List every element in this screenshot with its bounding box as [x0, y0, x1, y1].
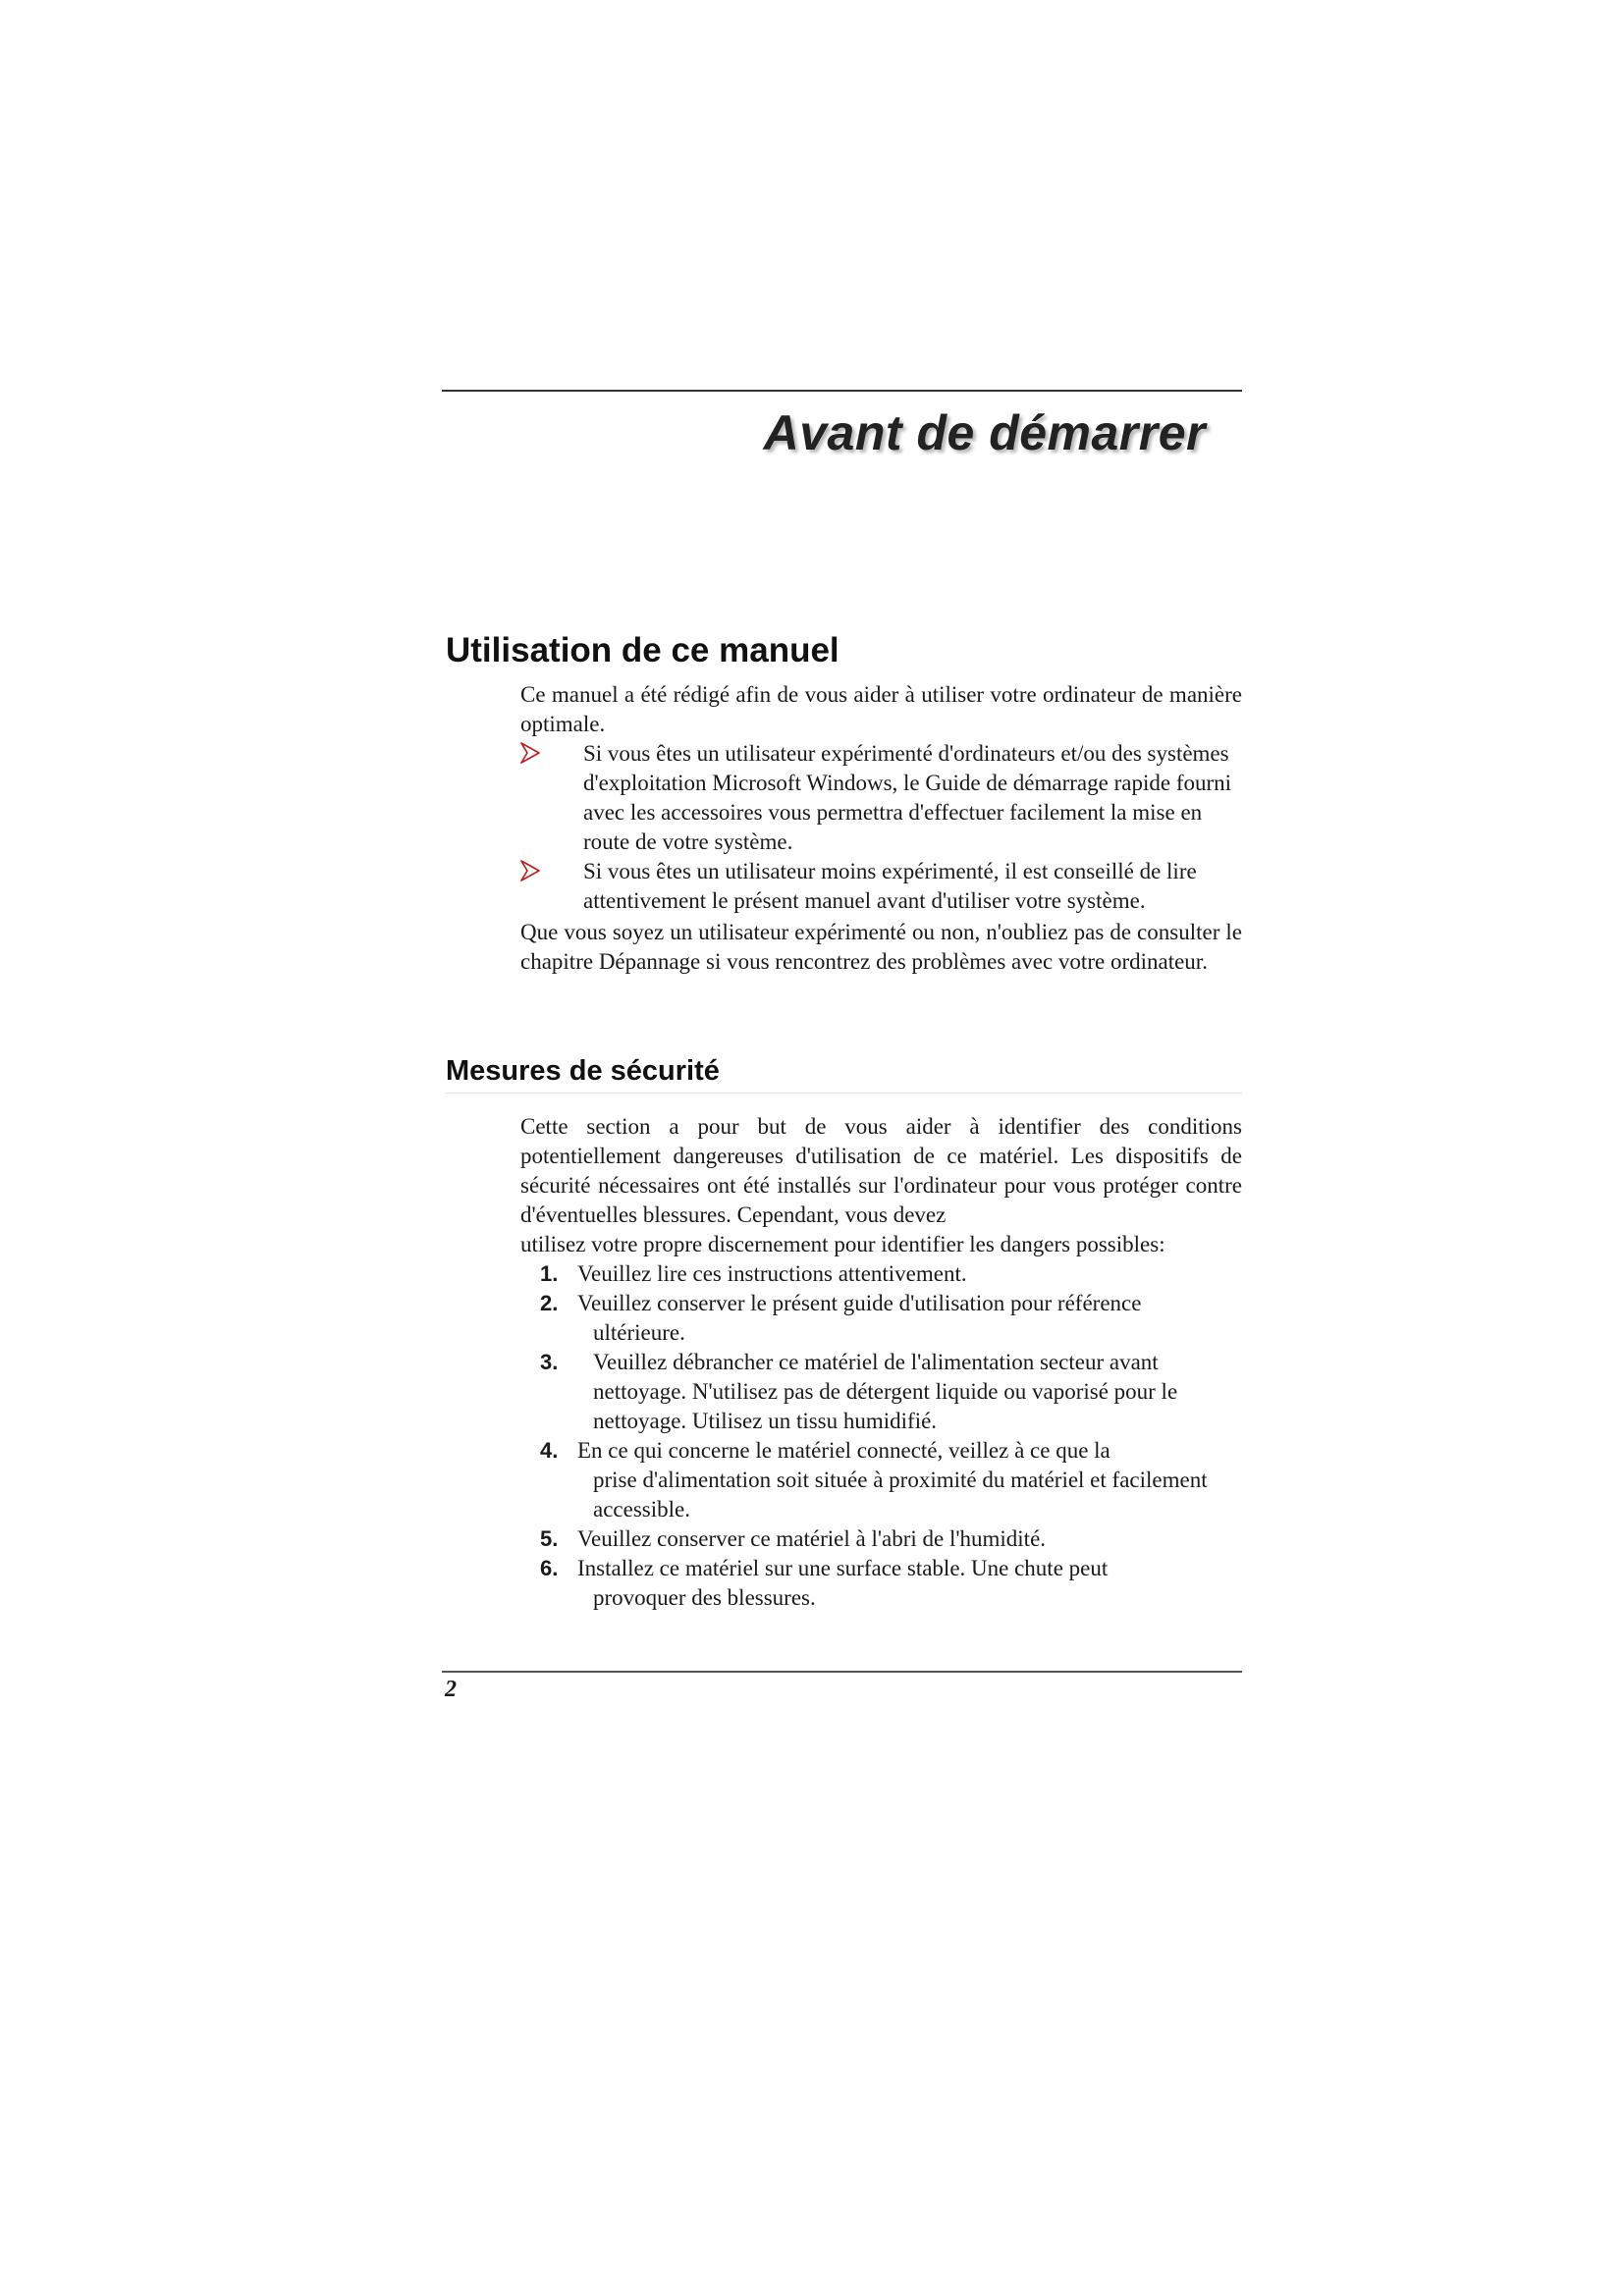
bullet-text-rest: systèmes d'exploitation Microsoft Windows, le Guide de démarrage rapide fourni avec les accessoires vous permettra d'effectuer facilement la mise en route de votre système.	[583, 741, 1232, 854]
step-number: 2.	[540, 1291, 559, 1315]
step-text-rest: provoquer des blessures.	[593, 1585, 816, 1610]
list-item	[520, 1289, 1242, 1348]
safety-steps-list	[520, 1259, 1242, 1613]
chapter-title: Avant de démarrer	[763, 405, 1206, 460]
step-number: 4.	[540, 1438, 559, 1463]
step-text-line1: Veuillez conserver ce matériel à l'abri de l'humidité.	[577, 1526, 1047, 1551]
bullet-text-line1: Si vous êtes un utilisateur moins expérimenté, il est conseillé de	[583, 859, 1162, 883]
section-heading-manual: Utilisation de ce manuel	[446, 631, 839, 669]
footer-rule	[442, 1671, 1242, 1673]
step-number: 1.	[540, 1261, 559, 1286]
section-heading-underline	[446, 1093, 1242, 1094]
step-text-line1: Installez ce matériel sur une surface stable. Une chute peut	[577, 1556, 1109, 1580]
manual-bullet-list	[520, 739, 1242, 916]
safety-intro-last-line: utilisez votre propre discernement pour identifier les dangers possibles:	[520, 1232, 1165, 1256]
list-item	[520, 1524, 1242, 1554]
step-text-line1: Veuillez conserver le présent guide d'utilisation pour référence	[577, 1291, 1142, 1315]
list-item	[520, 1554, 1242, 1613]
page-number: 2	[445, 1677, 457, 1702]
bullet-text-rest: lire attentivement le présent manuel avant d'utiliser votre système.	[583, 859, 1197, 913]
step-text-rest: prise d'alimentation soit située à proximité du matériel et facilement accessible.	[593, 1468, 1208, 1522]
step-text-rest: ultérieure.	[593, 1320, 685, 1345]
arrowhead-bullet-icon	[520, 742, 540, 764]
section-safety-body	[520, 1112, 1242, 1613]
step-text-line1: Veuillez débrancher ce matériel de l'alimentation secteur avant	[593, 1350, 1159, 1374]
list-item	[520, 739, 1242, 857]
list-item	[520, 1348, 1242, 1436]
step-number: 5.	[540, 1526, 559, 1551]
list-item	[520, 857, 1242, 916]
section-manual-body	[520, 680, 1242, 977]
list-item	[520, 1259, 1242, 1289]
safety-intro-paragraph: Cette section a pour but de vous aider à identifier des conditions potentiellement dangereuses d'utilisation de ce matériel. Les dispositifs de sécurité nécessaires ont été installés sur l'ordinateur pour vous protéger contre d'éventuelles blessures. Cependant, vous devez	[520, 1114, 1242, 1227]
step-text-line1: Veuillez lire ces instructions attentivement.	[577, 1261, 967, 1286]
arrowhead-bullet-icon	[520, 860, 540, 881]
manual-closing-paragraph: Que vous soyez un utilisateur expérimenté ou non, n'oubliez pas de consulter le chapitre Dépannage si vous rencontrez des problèmes avec votre ordinateur.	[520, 920, 1242, 974]
bullet-text-line1: Si vous êtes un utilisateur expérimenté d'ordinateurs et/ou des	[583, 741, 1142, 766]
header-rule	[442, 390, 1242, 392]
section-heading-safety: Mesures de sécurité	[446, 1055, 720, 1087]
step-text-rest: nettoyage. N'utilisez pas de détergent liquide ou vaporisé pour le nettoyage. Utilisez un tissu humidifié.	[593, 1379, 1178, 1433]
manual-intro-paragraph: Ce manuel a été rédigé afin de vous aider à utiliser votre ordinateur de manière optimale.	[520, 682, 1242, 736]
step-text-line1: En ce qui concerne le matériel connecté, veillez à ce que la	[577, 1438, 1110, 1463]
step-number: 3.	[540, 1350, 559, 1374]
step-number: 6.	[540, 1556, 559, 1580]
list-item	[520, 1436, 1242, 1524]
